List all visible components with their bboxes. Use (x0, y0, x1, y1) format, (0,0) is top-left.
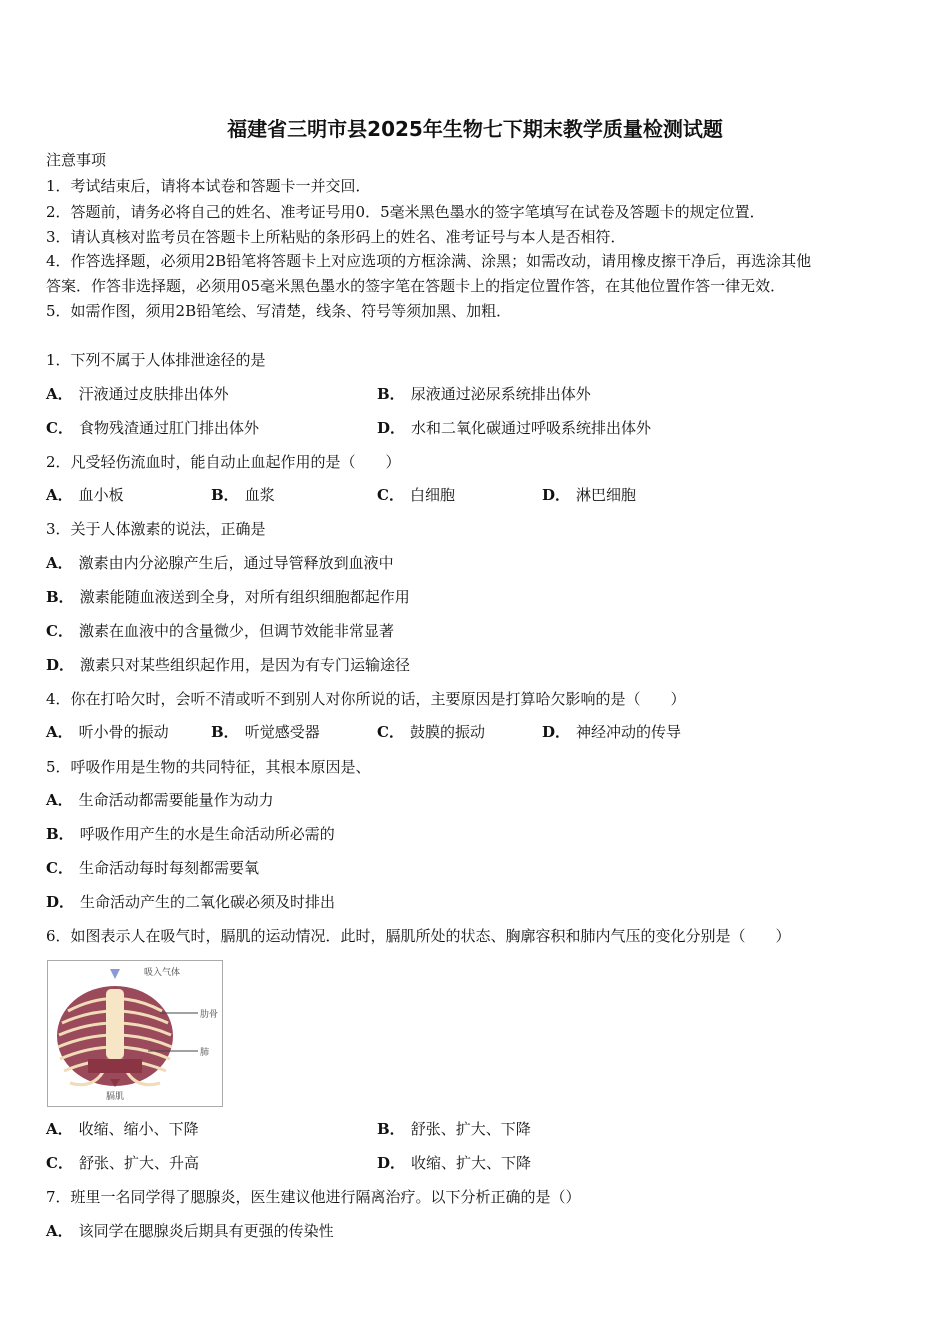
notice-item: 5．如需作图，须用2B铅笔绘、写清楚，线条、符号等须加黑、加粗． (46, 302, 512, 320)
question-stem: 2．凡受轻伤流血时，能自动止血起作用的是（ ） (46, 453, 401, 471)
option-c: C． 鼓膜的振动 (377, 723, 485, 741)
option-d: D． 淋巴细胞 (542, 486, 637, 504)
option-c: C． 生命活动每时每刻都需要氧 (46, 859, 259, 877)
option-a: A． 听小骨的振动 (46, 723, 169, 741)
option-a: A． 生命活动都需要能量作为动力 (46, 791, 274, 809)
option-b: B． 激素能随血液送到全身，对所有组织细胞都起作用 (46, 588, 410, 606)
option-c: C． 白细胞 (377, 486, 455, 504)
option-a: A． 激素由内分泌腺产生后，通过导管释放到血液中 (46, 554, 394, 572)
notice-item: 2．答题前，请务必将自己的姓名、准考证号用0．5毫米黑色墨水的签字笔填写在试卷及答题卡的规定位置． (46, 203, 765, 221)
option-b: B． 听觉感受器 (211, 723, 320, 741)
option-a: A． 汗液通过皮肤排出体外 (46, 385, 229, 403)
option-d: D． 水和二氧化碳通过呼吸系统排出体外 (377, 419, 652, 437)
option-b: B． 舒张、扩大、下降 (377, 1120, 531, 1138)
question-stem: 6．如图表示人在吸气时，膈肌的运动情况．此时，膈肌所处的状态、胸廓容积和肺内气压的变化分别是（ ） (46, 927, 791, 945)
question-stem: 7．班里一名同学得了腮腺炎，医生建议他进行隔离治疗。以下分析正确的是（） (46, 1188, 581, 1206)
option-a: A． 血小板 (46, 486, 124, 504)
question-stem: 3．关于人体激素的说法，正确是 (46, 520, 266, 538)
option-c: C． 激素在血液中的含量微少，但调节效能非常显著 (46, 622, 394, 640)
rib-cage-figure (47, 960, 223, 1107)
option-c: C． 舒张、扩大、升高 (46, 1154, 199, 1172)
option-d: D． 生命活动产生的二氧化碳必须及时排出 (46, 893, 336, 911)
question-stem: 4．你在打哈欠时，会听不清或听不到别人对你所说的话，主要原因是打算哈欠影响的是（ ） (46, 690, 686, 708)
notice-item: 3．请认真核对监考员在答题卡上所粘贴的条形码上的姓名、准考证号与本人是否相符． (46, 228, 626, 246)
notice-item: 1．考试结束后，请将本试卷和答题卡一并交回． (46, 177, 371, 195)
option-d: D． 激素只对某些组织起作用，是因为有专门运输途径 (46, 656, 411, 674)
notice-item: 答案．作答非选择题，必须用05毫米黑色墨水的签字笔在答题卡上的指定位置作答，在其他位置作答一律无效． (46, 277, 786, 295)
option-a: A． 收缩、缩小、下降 (46, 1120, 199, 1138)
option-b: B． 尿液通过泌尿系统排出体外 (377, 385, 591, 403)
option-d: D． 收缩、扩大、下降 (377, 1154, 532, 1172)
question-stem: 5．呼吸作用是生物的共同特征，其根本原因是、 (46, 758, 371, 776)
option-c: C． 食物残渣通过肛门排出体外 (46, 419, 259, 437)
option-a: A． 该同学在腮腺炎后期具有更强的传染性 (46, 1222, 334, 1240)
figure-label: 肺 (200, 1048, 210, 1058)
option-b: B． 血浆 (211, 486, 275, 504)
document-title: 福建省三明市县2025年生物七下期末教学质量检测试题 (227, 117, 723, 141)
rib-cage-illustration (48, 961, 222, 1106)
figure-label: 肋骨 (200, 1010, 219, 1020)
figure-label: 吸入气体 (144, 968, 181, 978)
option-d: D． 神经冲动的传导 (542, 723, 682, 741)
figure-label: 膈肌 (106, 1092, 125, 1102)
notice-heading: 注意事项 (46, 151, 107, 169)
question-stem: 1．下列不属于人体排泄途径的是 (46, 351, 266, 369)
notice-item: 4．作答选择题，必须用2B铅笔将答题卡上对应选项的方框涂满、涂黑；如需改动，请用橡皮擦干净后，再选涂其他 (46, 252, 812, 270)
option-b: B． 呼吸作用产生的水是生命活动所必需的 (46, 825, 335, 843)
